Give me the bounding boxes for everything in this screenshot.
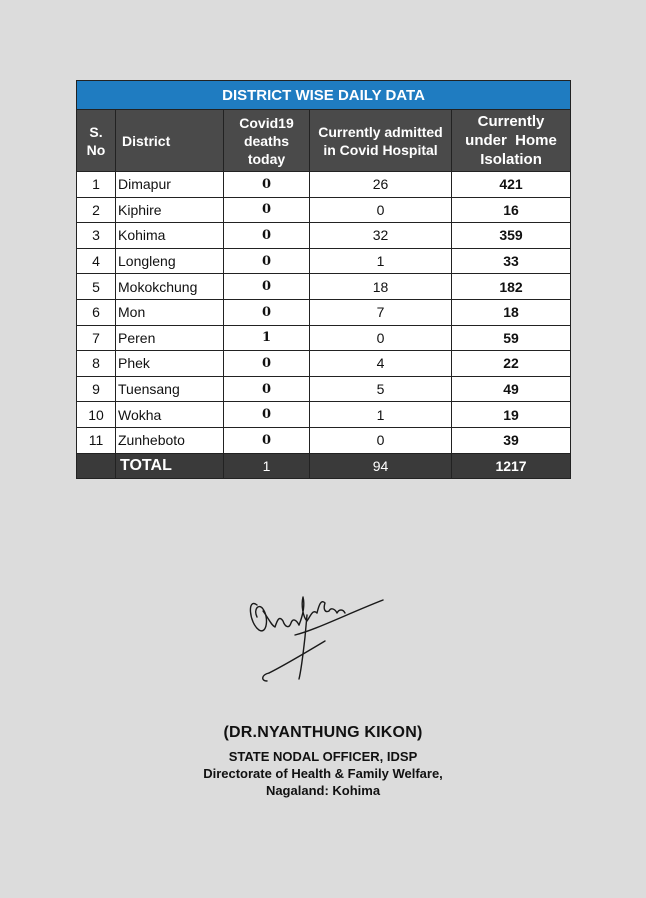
cell-deaths: 0: [224, 248, 310, 274]
cell-admitted: 5: [310, 376, 452, 402]
district-data-table-container: [76, 80, 570, 479]
cell-district: Mokokchung: [116, 274, 224, 300]
header-sno-line1: S.: [89, 123, 103, 140]
table-title: DISTRICT WISE DAILY DATA: [77, 81, 571, 110]
cell-home-isolation: 59: [452, 325, 571, 351]
signature-image: [245, 575, 390, 690]
header-deaths-line2: deaths: [243, 132, 290, 149]
table-header-row: [77, 110, 571, 172]
cell-home-isolation: 182: [452, 274, 571, 300]
cell-admitted: 0: [310, 427, 452, 453]
cell-deaths: 0: [224, 351, 310, 377]
table-row: [77, 248, 571, 274]
cell-district: Kiphire: [116, 197, 224, 223]
cell-sno: 3: [77, 223, 116, 249]
cell-district: Mon: [116, 299, 224, 325]
cell-district: Kohima: [116, 223, 224, 249]
cell-home-isolation: 359: [452, 223, 571, 249]
cell-sno: 11: [77, 427, 116, 453]
header-home-line3: Isolation: [480, 151, 542, 168]
signatory-designation: STATE NODAL OFFICER, IDSP: [228, 749, 418, 764]
table-row: [77, 172, 571, 198]
total-admitted: 94: [310, 453, 452, 478]
header-home-isolation: [452, 110, 571, 172]
table-row: [77, 351, 571, 377]
cell-district: Peren: [116, 325, 224, 351]
cell-deaths: 0: [224, 197, 310, 223]
cell-home-isolation: 16: [452, 197, 571, 223]
cell-sno: 9: [77, 376, 116, 402]
table-row: [77, 299, 571, 325]
cell-district: Phek: [116, 351, 224, 377]
header-deaths-line3: today: [247, 150, 286, 167]
header-sno: [77, 110, 116, 172]
cell-admitted: 0: [310, 325, 452, 351]
cell-home-isolation: 22: [452, 351, 571, 377]
cell-home-isolation: 421: [452, 172, 571, 198]
cell-sno: 6: [77, 299, 116, 325]
cell-admitted: 1: [310, 248, 452, 274]
cell-admitted: 26: [310, 172, 452, 198]
cell-deaths: 0: [224, 274, 310, 300]
table-row: [77, 376, 571, 402]
table-row: [77, 274, 571, 300]
header-admitted: [310, 110, 452, 172]
table-row: [77, 223, 571, 249]
cell-sno: 8: [77, 351, 116, 377]
cell-deaths: 0: [224, 402, 310, 428]
cell-deaths: 0: [224, 376, 310, 402]
total-sno-cell: [77, 453, 116, 478]
header-deaths-line1: Covid19: [239, 114, 294, 131]
cell-home-isolation: 19: [452, 402, 571, 428]
cell-sno: 7: [77, 325, 116, 351]
cell-admitted: 18: [310, 274, 452, 300]
signatory-block: [0, 724, 646, 799]
header-sno-line2: No: [86, 141, 106, 158]
cell-admitted: 32: [310, 223, 452, 249]
total-row: [77, 453, 571, 478]
signatory-name: (DR.NYANTHUNG KIKON): [223, 724, 423, 741]
cell-home-isolation: 18: [452, 299, 571, 325]
table-row: [77, 402, 571, 428]
table-row: [77, 197, 571, 223]
header-home-line2: under Home: [465, 132, 557, 149]
cell-sno: 4: [77, 248, 116, 274]
cell-district: Tuensang: [116, 376, 224, 402]
cell-deaths: 1: [224, 325, 310, 351]
cell-deaths: 0: [224, 427, 310, 453]
cell-admitted: 0: [310, 197, 452, 223]
table-row: [77, 427, 571, 453]
cell-admitted: 7: [310, 299, 452, 325]
cell-admitted: 1: [310, 402, 452, 428]
cell-admitted: 4: [310, 351, 452, 377]
header-home-line1: Currently: [477, 113, 545, 130]
cell-sno: 5: [77, 274, 116, 300]
cell-deaths: 0: [224, 223, 310, 249]
cell-sno: 2: [77, 197, 116, 223]
total-deaths: 1: [224, 453, 310, 478]
cell-sno: 1: [77, 172, 116, 198]
cell-home-isolation: 49: [452, 376, 571, 402]
cell-sno: 10: [77, 402, 116, 428]
table-row: [77, 325, 571, 351]
cell-deaths: 0: [224, 172, 310, 198]
cell-district: Dimapur: [116, 172, 224, 198]
signatory-location: Nagaland: Kohima: [265, 783, 381, 798]
cell-district: Wokha: [116, 402, 224, 428]
signatory-department: Directorate of Health & Family Welfare,: [203, 766, 443, 781]
header-admitted-line1: Currently admitted: [318, 123, 443, 140]
cell-home-isolation: 33: [452, 248, 571, 274]
district-data-table: [76, 80, 571, 479]
header-district: District: [116, 110, 224, 172]
total-home-isolation: 1217: [452, 453, 571, 478]
cell-district: Longleng: [116, 248, 224, 274]
header-admitted-line2: in Covid Hospital: [323, 141, 438, 158]
cell-deaths: 0: [224, 299, 310, 325]
cell-home-isolation: 39: [452, 427, 571, 453]
total-label: TOTAL: [116, 453, 224, 478]
cell-district: Zunheboto: [116, 427, 224, 453]
header-deaths: [224, 110, 310, 172]
